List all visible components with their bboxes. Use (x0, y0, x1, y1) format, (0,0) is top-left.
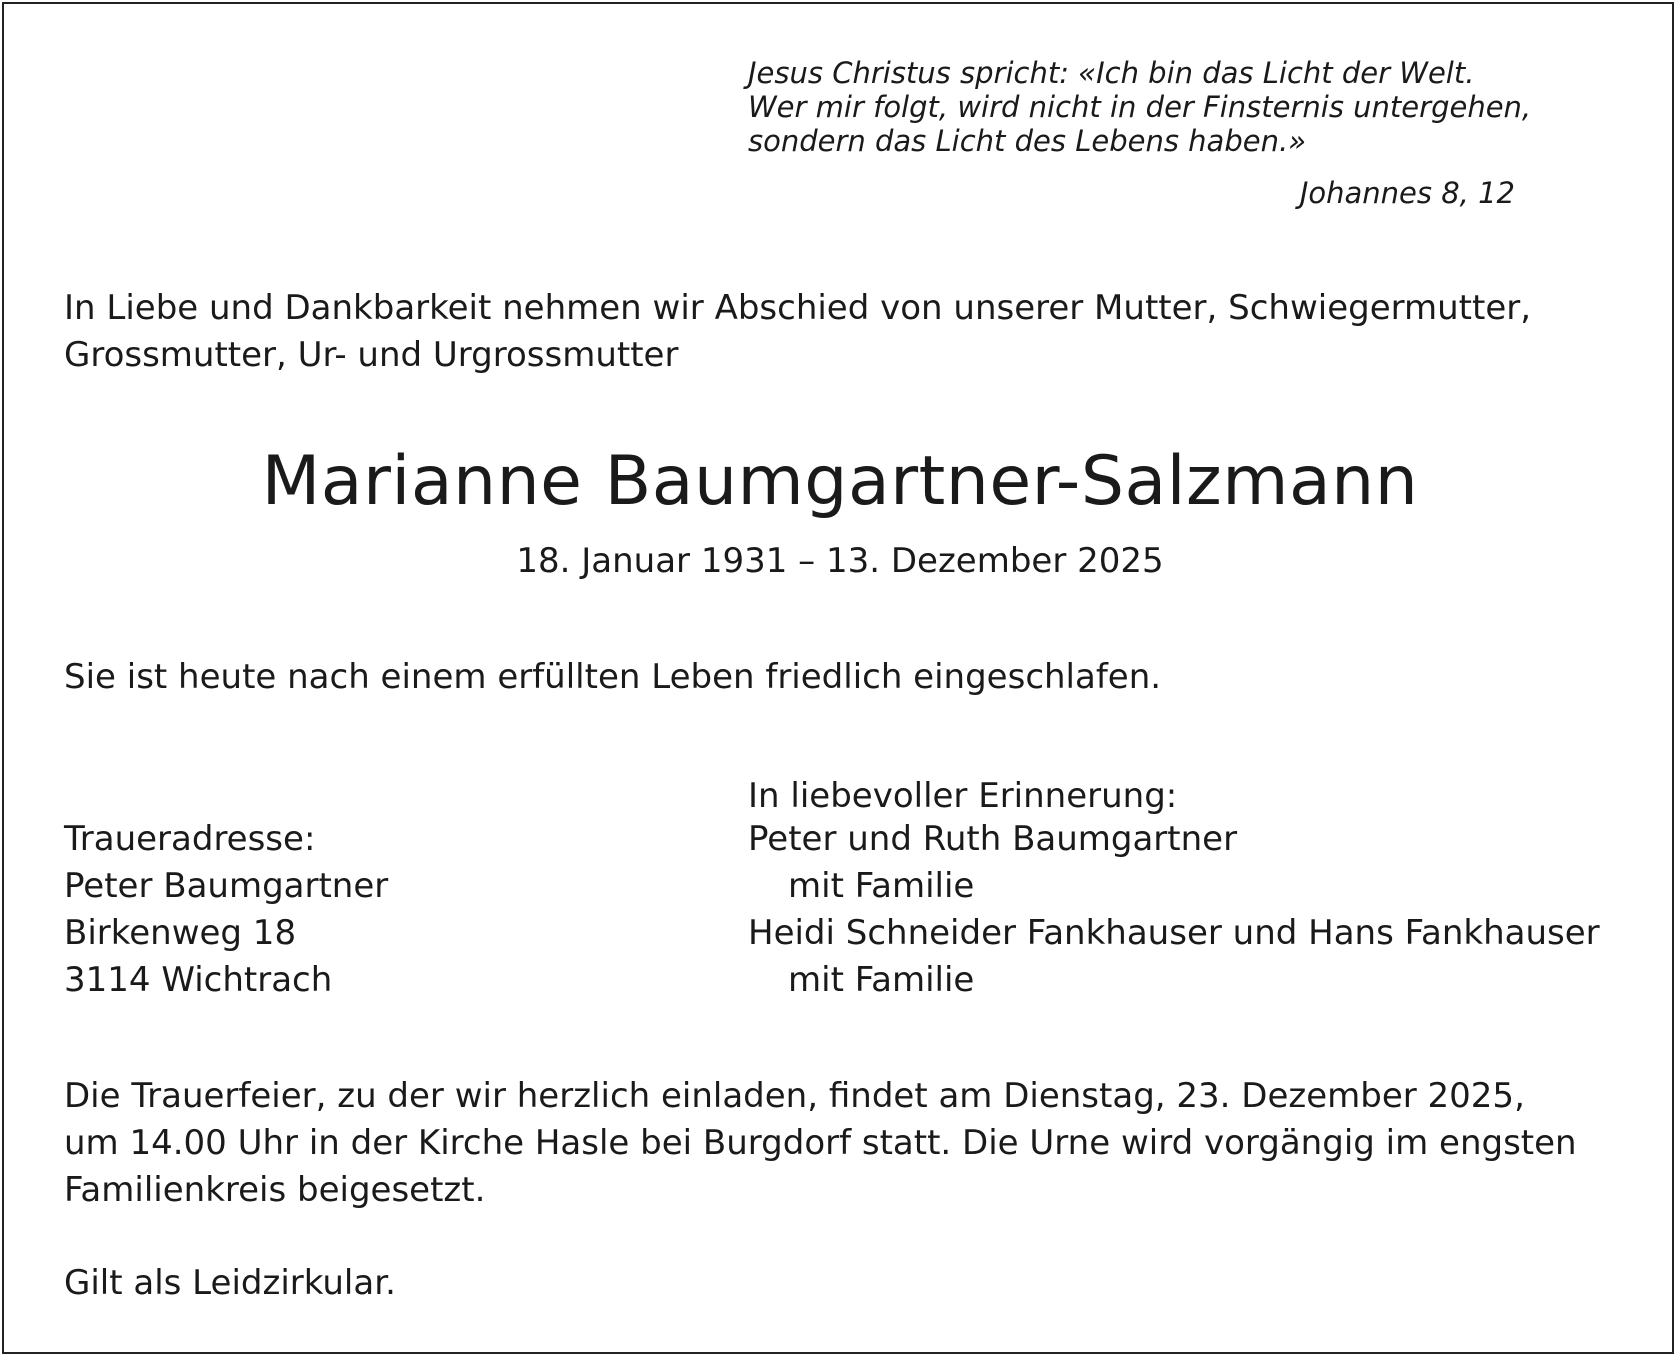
family-entry-name: Peter und Ruth Baumgartner (748, 819, 1238, 859)
life-dates: 18. Januar 1931 – 13. Dezember 2025 (516, 541, 1164, 581)
address-city: 3114 Wichtrach (64, 960, 333, 1000)
service-line: Familienkreis beigesetzt. (64, 1170, 486, 1210)
family-entry-name: Heidi Schneider Fankhauser und Hans Fankhauser (748, 913, 1600, 953)
family-entry-note: mit Familie (788, 960, 975, 1000)
address-label: Traueradresse: (64, 819, 316, 859)
address-street: Birkenweg 18 (64, 913, 297, 953)
service-line: um 14.00 Uhr in der Kirche Hasle bei Burgdorf statt. Die Urne wird vorgängig im engsten (64, 1123, 1577, 1163)
verse-line: Jesus Christus spricht: «Ich bin das Licht der Welt. (748, 56, 1475, 90)
peaceful-statement: Sie ist heute nach einem erfüllten Leben friedlich eingeschlafen. (64, 657, 1162, 697)
family-entry-note: mit Familie (788, 866, 975, 906)
verse-reference: Johannes 8, 12 (1299, 176, 1515, 210)
service-line: Die Trauerfeier, zu der wir herzlich einladen, findet am Dienstag, 23. Dezember 2025, (64, 1076, 1525, 1116)
verse-line: sondern das Licht des Lebens haben.» (748, 124, 1307, 158)
farewell-intro (64, 285, 1531, 379)
mourning-address (64, 816, 388, 1004)
funeral-service-info (64, 1073, 1577, 1214)
bible-verse (748, 56, 1531, 158)
intro-line: Grossmutter, Ur- und Urgrossmutter (64, 335, 679, 375)
intro-line: In Liebe und Dankbarkeit nehmen wir Abschied von unserer Mutter, Schwiegermutter, (64, 288, 1532, 328)
family-intro: In liebevoller Erinnerung: (748, 776, 1178, 816)
verse-line: Wer mir folgt, wird nicht in der Finsternis untergehen, (748, 90, 1532, 124)
deceased-name: Marianne Baumgartner-Salzmann (261, 442, 1419, 521)
address-name: Peter Baumgartner (64, 866, 389, 906)
family-list (748, 816, 1600, 1004)
circular-note: Gilt als Leidzirkular. (64, 1263, 396, 1303)
